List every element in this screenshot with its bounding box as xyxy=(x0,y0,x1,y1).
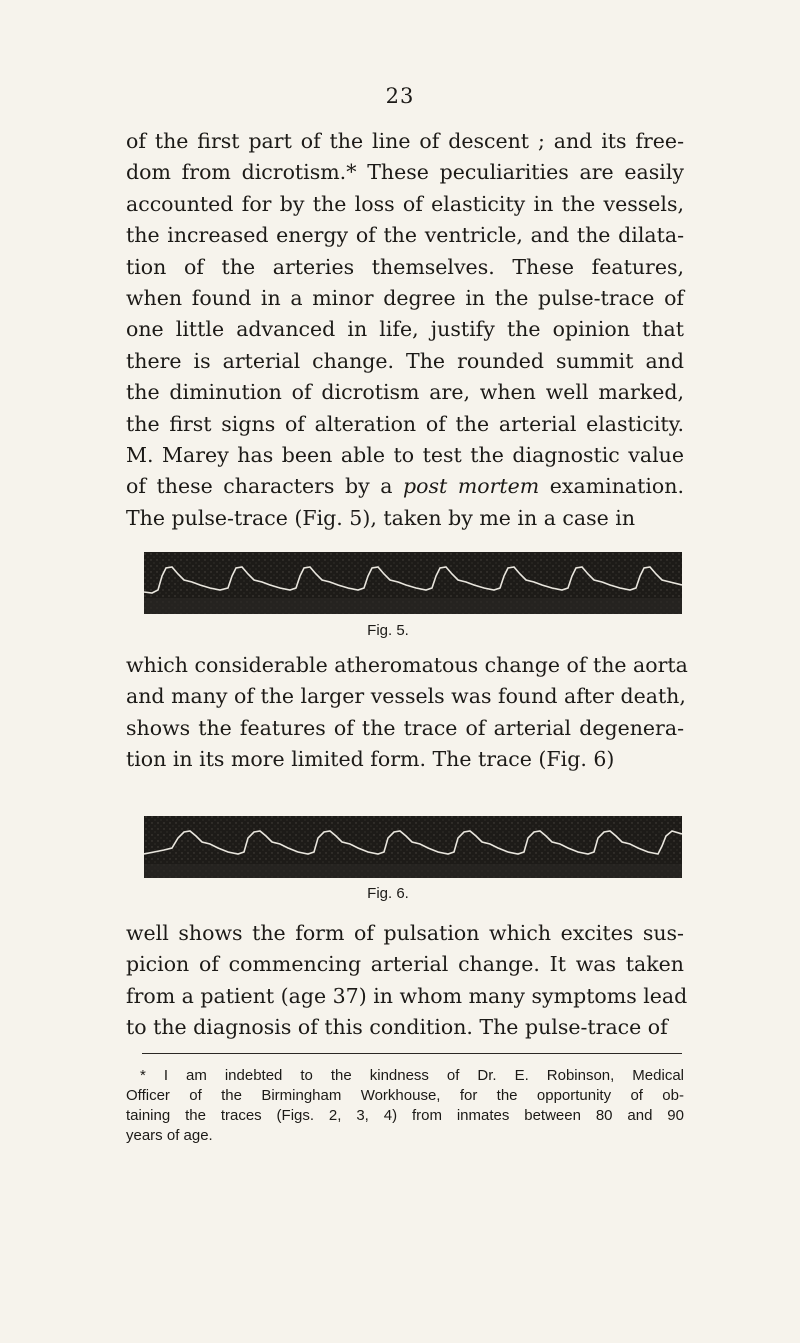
pulse-trace-figure-5 xyxy=(144,552,682,614)
text-line: M. Marey has been able to test the diagnostic value xyxy=(126,443,684,468)
text-line: and many of the larger vessels was found after death, xyxy=(126,684,686,709)
footnote-line: taining the traces (Figs. 2, 3, 4) from inmates between 80 and 90 xyxy=(126,1107,684,1124)
text-line: tion of the arteries themselves. These features, xyxy=(126,254,684,279)
pulse-trace-figure-6 xyxy=(144,816,682,878)
trace-baseline-band xyxy=(144,864,682,878)
text-line: of the first part of the line of descent ; and its free- xyxy=(126,129,684,153)
text-line: which considerable atheromatous change of the aorta xyxy=(126,653,688,677)
figure-6-caption: Fig. 6. xyxy=(367,885,409,902)
text-segment: examination. xyxy=(539,474,684,499)
trace-baseline-band xyxy=(144,598,682,614)
text-line: the increased energy of the ventricle, and the dilata- xyxy=(126,223,684,248)
text-line: The pulse-trace (Fig. 5), taken by me in a case in xyxy=(126,505,636,530)
text-line: dom from dicrotism.* These peculiarities are easily xyxy=(126,160,684,185)
text-line: from a patient (age 37) in whom many symptoms lead xyxy=(126,983,688,1008)
text-line: the diminution of dicrotism are, when well marked, xyxy=(126,380,684,405)
footnote-line: years of age. xyxy=(126,1127,213,1144)
footnote-divider xyxy=(142,1053,682,1054)
text-line: well shows the form of pulsation which excites sus- xyxy=(126,921,684,945)
footnote-line: Officer of the Birmingham Workhouse, for the opportunity of ob- xyxy=(126,1087,684,1104)
italic-phrase: post mortem xyxy=(403,474,540,499)
paragraph-3 xyxy=(126,918,688,1044)
footnote-line: * I am indebted to the kindness of Dr. E. Robinson, Medical xyxy=(140,1067,684,1084)
footnote xyxy=(126,1066,684,1146)
pulse-trace-5-graphic xyxy=(144,552,682,614)
text-line: one little advanced in life, justify the opinion that xyxy=(126,317,684,342)
text-line: the first signs of alteration of the arterial elasticity. xyxy=(126,411,684,436)
text-line: there is arterial change. The rounded summit and xyxy=(126,348,684,373)
text-line: when found in a minor degree in the pulse-trace of xyxy=(126,286,684,311)
text-line: accounted for by the loss of elasticity in the vessels, xyxy=(126,191,684,216)
paragraph-1 xyxy=(126,126,684,534)
paragraph-2 xyxy=(126,650,688,776)
figure-5-caption: Fig. 5. xyxy=(367,622,409,639)
pulse-trace-6-graphic xyxy=(144,816,682,878)
text-line: to the diagnosis of this condition. The pulse-trace of xyxy=(126,1015,668,1040)
text-line: shows the features of the trace of arterial degenera- xyxy=(126,715,684,740)
page-number: 23 xyxy=(385,84,415,108)
text-line xyxy=(126,471,684,502)
text-segment: of these characters by a xyxy=(126,474,404,499)
text-line: picion of commencing arterial change. It was taken xyxy=(126,952,684,977)
text-line: tion in its more limited form. The trace (Fig. 6) xyxy=(126,747,615,772)
